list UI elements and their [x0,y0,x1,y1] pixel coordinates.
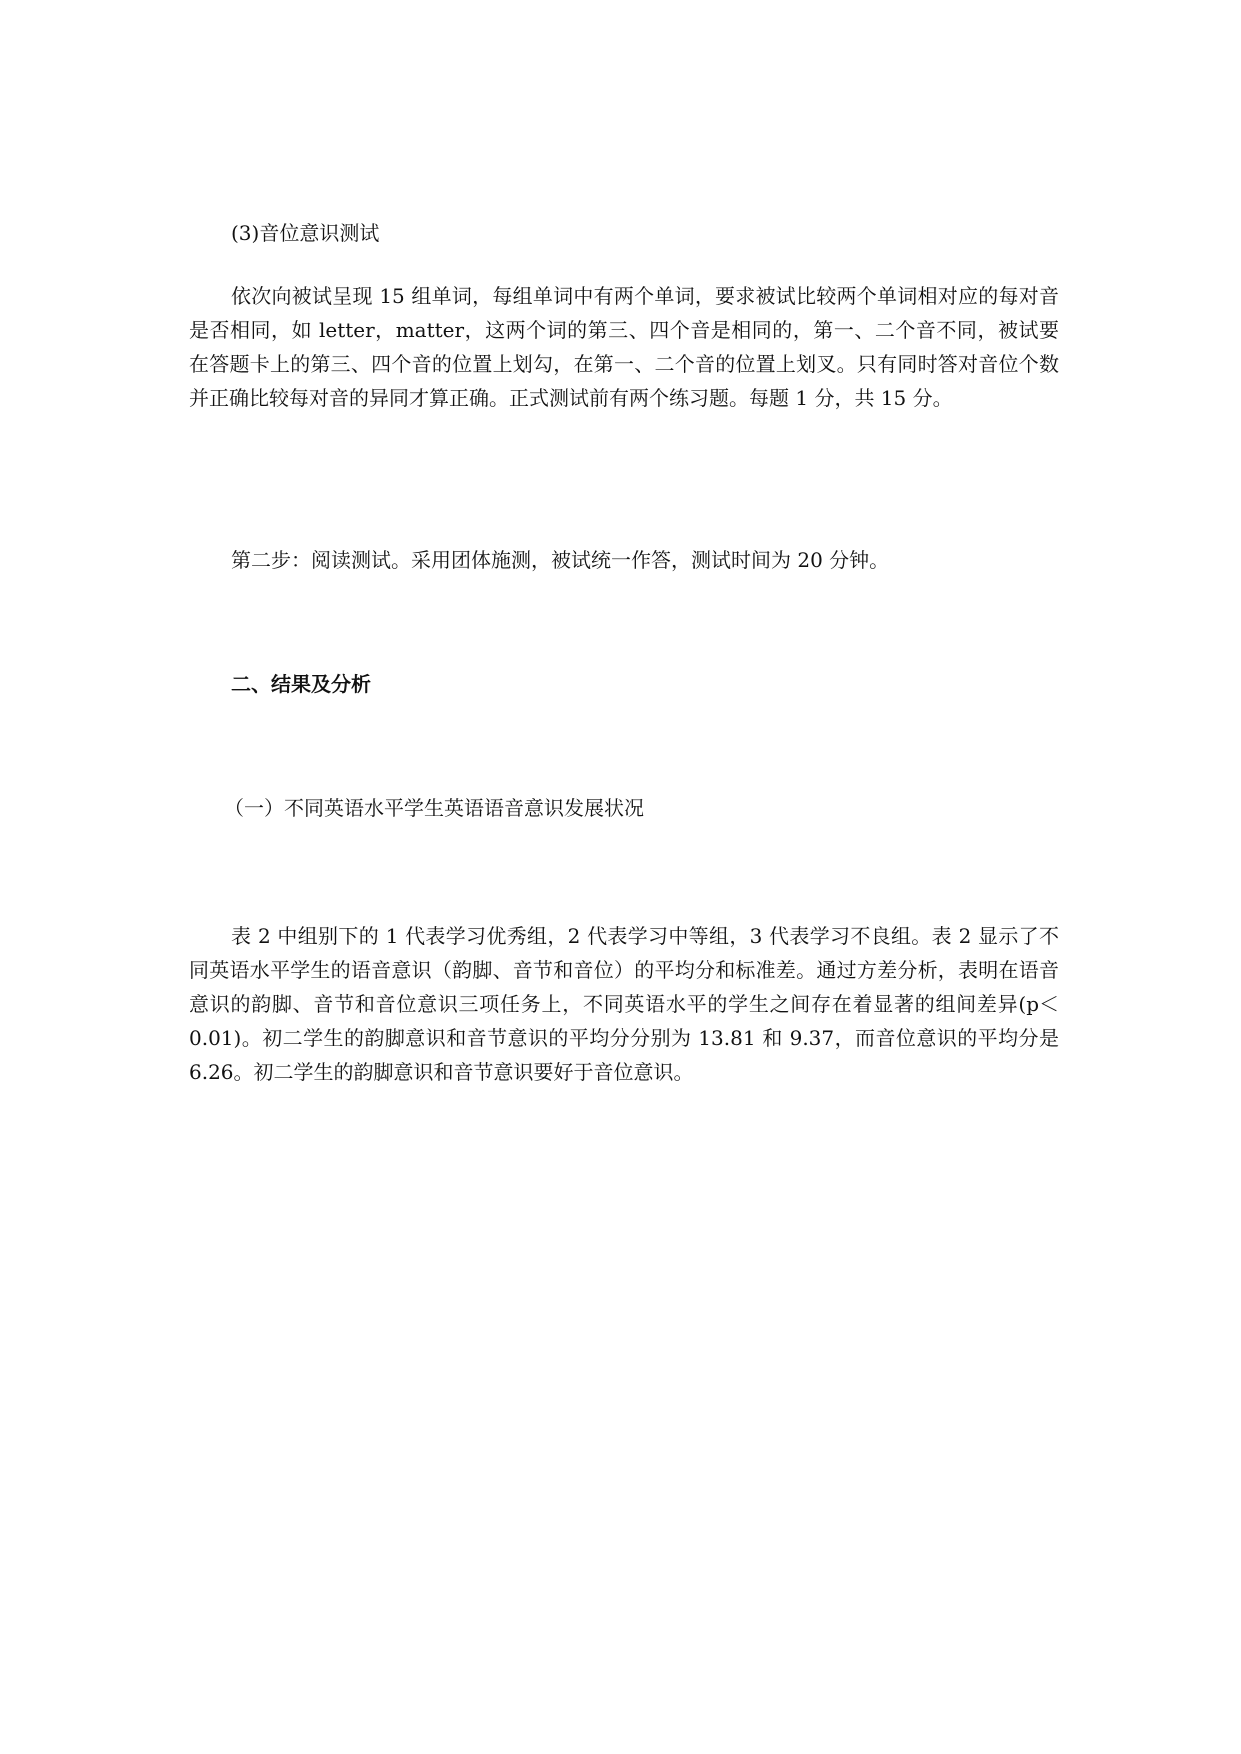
subsection-3-body: 依次向被试呈现 15 组单词，每组单词中有两个单词，要求被试比较两个单词相对应的每对音是否相同，如 letter，matter，这两个词的第三、四个音是相同的，第一、二个音不同，被试要在答题卡上的第三、四个音的位置上划勾，在第一、二个音的位置上划叉。只有同时答对音位个数并正确比较每对音的异同才算正确。正式测试前有两个练习题。每题 1 分，共 15 分。 [189,284,1059,410]
subsection-one-heading: （一）不同英语水平学生英语语音意识发展状况 [224,796,644,820]
subsection-3-heading: (3)音位意识测试 [231,221,380,245]
section-two-heading: 二、结果及分析 [231,672,371,696]
step-two-paragraph: 第二步：阅读测试。采用团体施测，被试统一作答，测试时间为 20 分钟。 [231,548,890,572]
results-paragraph: 表 2 中组别下的 1 代表学习优秀组，2 代表学习中等组，3 代表学习不良组。表 2 显示了不同英语水平学生的语音意识（韵脚、音节和音位）的平均分和标准差。通过方差分析，表明在语音意识的韵脚、音节和音位意识三项任务上，不同英语水平的学生之间存在着显著的组间差异(p＜0.01)。初二学生的韵脚意识和音节意识的平均分分别为 13.81 和 9.37，而音位意识的平均分是 6.26。初二学生的韵脚意识和音节意识要好于音位意识。 [189,924,1059,1084]
